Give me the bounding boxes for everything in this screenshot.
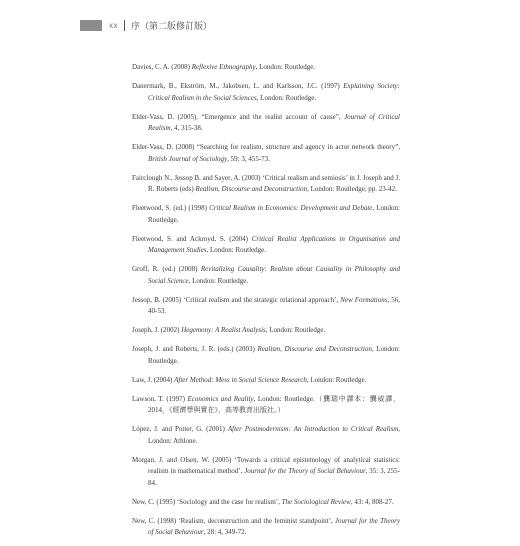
reference-entry <box>132 375 400 387</box>
reference-title: Economics and Reality <box>187 394 254 403</box>
reference-entry <box>132 203 400 226</box>
reference-title: Journal for the Theory of Social Behaviour <box>148 516 400 536</box>
header-bar-decoration <box>80 20 102 31</box>
reference-text: , 28: 4, 349-72. <box>203 528 247 536</box>
reference-text: Fleetwood, S. (ed.) (1998) <box>132 204 210 212</box>
reference-entry <box>132 325 400 337</box>
reference-text: , 56, 40-53. <box>148 295 401 315</box>
reference-text: , 4, 315-38. <box>170 124 203 132</box>
reference-title: Journal of Critical Realism <box>148 112 400 132</box>
reference-text: , London: Routledge, pp. 23-42. <box>307 185 397 193</box>
running-title: 序（第二版修訂版） <box>131 21 213 32</box>
reference-text: , London: Routledge. <box>265 326 326 334</box>
reference-text: Joseph, J. and Roberts, J. R. (eds.) (2003) <box>132 345 258 353</box>
reference-entry <box>132 173 400 196</box>
header-divider <box>124 20 125 31</box>
reference-text: , London: Routledge. <box>255 63 316 71</box>
reference-entry <box>132 142 400 165</box>
reference-text: Fleetwood, S. and Ackroyd, S. (2004) <box>132 234 252 243</box>
reference-text: Elder-Vass, D. (2005). “Emergence and the realist account of cause”, <box>132 112 345 121</box>
reference-entry <box>132 295 400 318</box>
reference-entry <box>132 62 400 74</box>
reference-title: After Method: Mess in Social Science Research <box>174 375 307 384</box>
reference-entry <box>132 112 400 135</box>
reference-text: Danermark, B., Ekström, M., Jakobsen, L. and Karlsson, J.C. (1997) <box>132 82 344 90</box>
reference-entry <box>132 81 400 104</box>
reference-text: Fairclough N., Jessop B. and Sayer, A. (2003) ‘Critical realism and semiosis’ in J. Joseph and J. R. Roberts (eds) <box>132 173 400 193</box>
reference-text: New, C. (1998) ‘Realism, deconstruction and the feminist standpoint’, <box>132 516 335 525</box>
reference-title: Realism, Discourse and Deconstruction <box>195 185 308 193</box>
reference-list <box>132 55 400 546</box>
reference-entry <box>132 264 400 287</box>
reference-text: , 35: 3, 255-84. <box>148 467 400 487</box>
reference-title: British Journal of Sociology <box>148 154 228 163</box>
reference-entry <box>132 344 400 367</box>
reference-text: , London: Routledge. <box>148 345 400 365</box>
reference-text: , London: Athlone. <box>148 425 400 445</box>
reference-text: , London: Routledge. <box>188 276 249 285</box>
reference-title: Explaining Society: Critical Realism in the Social Sciences <box>148 82 400 102</box>
reference-entry <box>132 424 400 447</box>
reference-text: Davies, C. A. (2008) <box>132 63 192 71</box>
reference-title: Hegemony: A Realist Analysis <box>181 326 266 334</box>
reference-text: Groff, R. (ed.) (2008) <box>132 265 201 273</box>
reference-title: Reflexive Ethnography <box>191 63 256 71</box>
reference-title: Realism, Discourse and Deconstruction <box>257 345 372 353</box>
reference-text: , London: Routledge. <box>148 204 400 224</box>
reference-entry <box>132 455 400 490</box>
reference-text: Lawson, T. (1997) <box>132 394 188 403</box>
reference-text: , 43: 4, 808-27. <box>350 497 394 506</box>
reference-text: , London: Routledge. <box>306 375 367 384</box>
reference-text: Elder-Vass, D. (2008) “Searching for realism, structure and agency in actor network theory”, <box>132 143 400 151</box>
reference-entry <box>132 234 400 257</box>
reference-entry <box>132 516 400 539</box>
reference-text: Joseph, J. (2002) <box>132 326 182 334</box>
reference-entry <box>132 497 400 509</box>
reference-title: Critical Realist Applications in Organisation and Management Studies <box>148 234 400 254</box>
reference-text: López, J. and Potter, G. (2001) <box>132 425 228 433</box>
reference-text: , London: Routledge.（龔瑞中譯本：龔威譯，2014，《經濟學與實在》，高等教育出版社。） <box>148 394 400 414</box>
reference-text: , London: Routledge. <box>206 246 267 254</box>
reference-title: Critical Realism in Economics: Development and Debate <box>209 204 373 212</box>
reference-text: , London: Routledge. <box>256 93 317 102</box>
running-header <box>80 18 212 32</box>
reference-text: , 59: 3, 455-73. <box>227 154 270 163</box>
reference-text: New, C. (1995) ‘Sociology and the case for realism’, <box>132 497 282 506</box>
reference-entry <box>132 394 400 417</box>
reference-text: Morgan, J. and Olsen, W. (2005) ‘Towards a critical epistemology of analytical statistics: realism in mathematical method’, <box>132 455 400 475</box>
page-number: xx <box>109 20 118 30</box>
reference-text: Law, J. (2004) <box>132 375 175 384</box>
reference-title: Journal for the Theory of Social Behaviour <box>244 467 366 475</box>
reference-title: After Postmodernism: An Introduction to Critical Realism <box>227 425 399 433</box>
reference-title: The Sociological Review <box>281 497 351 506</box>
reference-title: New Formations <box>340 295 388 304</box>
reference-title: Revitalizing Causality: Realism about Causality in Philosophy and Social Science <box>148 265 400 285</box>
reference-text: Jessop, B. (2005) ‘Critical realism and the strategic relational approach’, <box>132 295 341 304</box>
